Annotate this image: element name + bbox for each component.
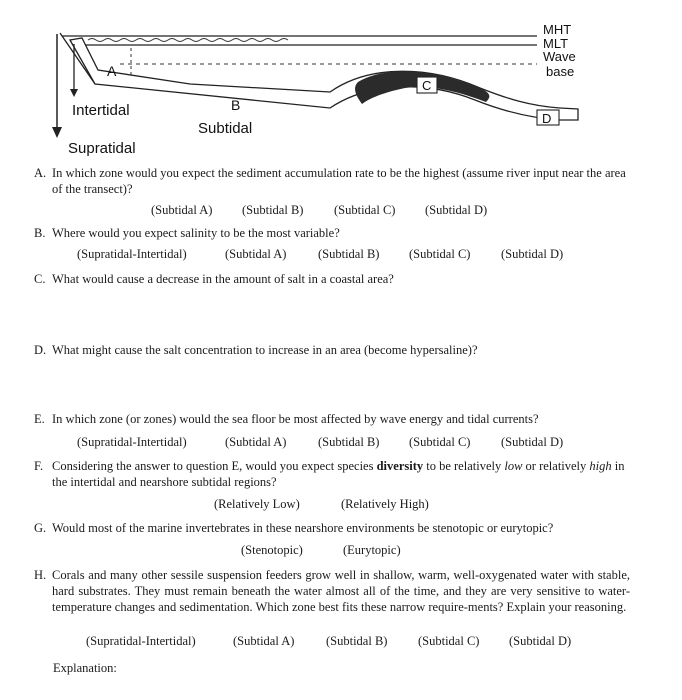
question-g-options [0,543,682,559]
sediment-band [70,38,578,120]
label-d: D [542,111,552,126]
label-mlt: MLT [543,36,569,51]
option-a-2[interactable]: (Subtidal B) [242,203,304,217]
question-a-options [0,203,682,219]
question-f-letter: F. [34,459,44,473]
intertidal-arrowhead [70,89,78,97]
question-g-letter: G. [34,521,47,535]
option-h-4[interactable]: (Subtidal C) [418,634,480,648]
question-a-letter: A. [34,166,47,180]
question-d-text: What might cause the salt concentration to increase in an area (become hypersaline)? [52,343,478,357]
question-e-text: In which zone (or zones) would the sea floor be most affected by wave energy and tidal currents? [52,412,539,426]
explanation-label: Explanation: [53,661,117,675]
coastal-zone-diagram [0,0,682,165]
label-supratidal: Supratidal [68,140,136,157]
question-f [34,458,634,490]
label-a: A [107,63,117,79]
question-f-text: Considering the answer to question E, would you expect species diversity to be relatively low or relatively high in the intertidal and nearshore subtidal regions? [52,459,625,489]
wave-surface [88,39,288,42]
label-intertidal: Intertidal [72,102,130,119]
option-f-2[interactable]: (Relatively High) [341,497,429,511]
question-h [34,567,630,615]
option-e-4[interactable]: (Subtidal C) [409,435,471,449]
option-a-3[interactable]: (Subtidal C) [334,203,396,217]
question-e-letter: E. [34,412,45,426]
question-c-letter: C. [34,272,46,286]
option-h-1[interactable]: (Supratidal-Intertidal) [86,634,196,648]
option-h-5[interactable]: (Subtidal D) [509,634,572,648]
question-g-text: Would most of the marine invertebrates in these nearshore environments be stenotopic or eurytopic? [52,521,554,535]
question-d-letter: D. [34,343,47,357]
question-g [34,520,634,536]
question-f-options [0,497,682,513]
option-e-3[interactable]: (Subtidal B) [318,435,380,449]
option-b-1[interactable]: (Supratidal-Intertidal) [77,247,187,261]
question-e-options [0,435,682,451]
question-e [34,411,634,427]
label-b: B [231,97,241,113]
option-a-1[interactable]: (Subtidal A) [151,203,213,217]
question-a [34,165,634,197]
label-c: C [422,78,432,93]
option-b-5[interactable]: (Subtidal D) [501,247,564,261]
option-a-4[interactable]: (Subtidal D) [425,203,488,217]
option-b-4[interactable]: (Subtidal C) [409,247,471,261]
question-c [34,271,634,287]
label-wave: Wave [543,49,576,64]
option-f-1[interactable]: (Relatively Low) [214,497,300,511]
label-base: base [546,64,575,79]
option-g-1[interactable]: (Stenotopic) [241,543,303,557]
question-h-options [0,634,682,650]
option-h-2[interactable]: (Subtidal A) [233,634,295,648]
option-g-2[interactable]: (Eurytopic) [343,543,401,557]
option-b-3[interactable]: (Subtidal B) [318,247,380,261]
question-a-text: In which zone would you expect the sediment accumulation rate to be the highest (assume river input near the area of the transect)? [52,166,626,196]
question-b-letter: B. [34,226,46,240]
option-b-2[interactable]: (Subtidal A) [225,247,287,261]
option-h-3[interactable]: (Subtidal B) [326,634,388,648]
option-e-5[interactable]: (Subtidal D) [501,435,564,449]
question-h-text: Corals and many other sessile suspension feeders grow well in shallow, warm, well-oxygenated water with stable, hard substrates. They must remain beneath the water almost all of the time, and they are very sensitive to water-temperature changes and sedimentation. Which zone best fits these narrow require-ments? Explain your reasoning. [52,568,630,614]
question-h-letter: H. [34,568,47,582]
label-mht: MHT [543,22,572,37]
question-b [34,225,634,241]
question-b-options [0,247,682,263]
label-subtidal: Subtidal [198,120,253,137]
option-e-2[interactable]: (Subtidal A) [225,435,287,449]
question-d [34,342,634,358]
question-c-text: What would cause a decrease in the amount of salt in a coastal area? [52,272,394,286]
supratidal-arrowhead [52,127,62,138]
question-b-text: Where would you expect salinity to be the most variable? [52,226,340,240]
option-e-1[interactable]: (Supratidal-Intertidal) [77,435,187,449]
